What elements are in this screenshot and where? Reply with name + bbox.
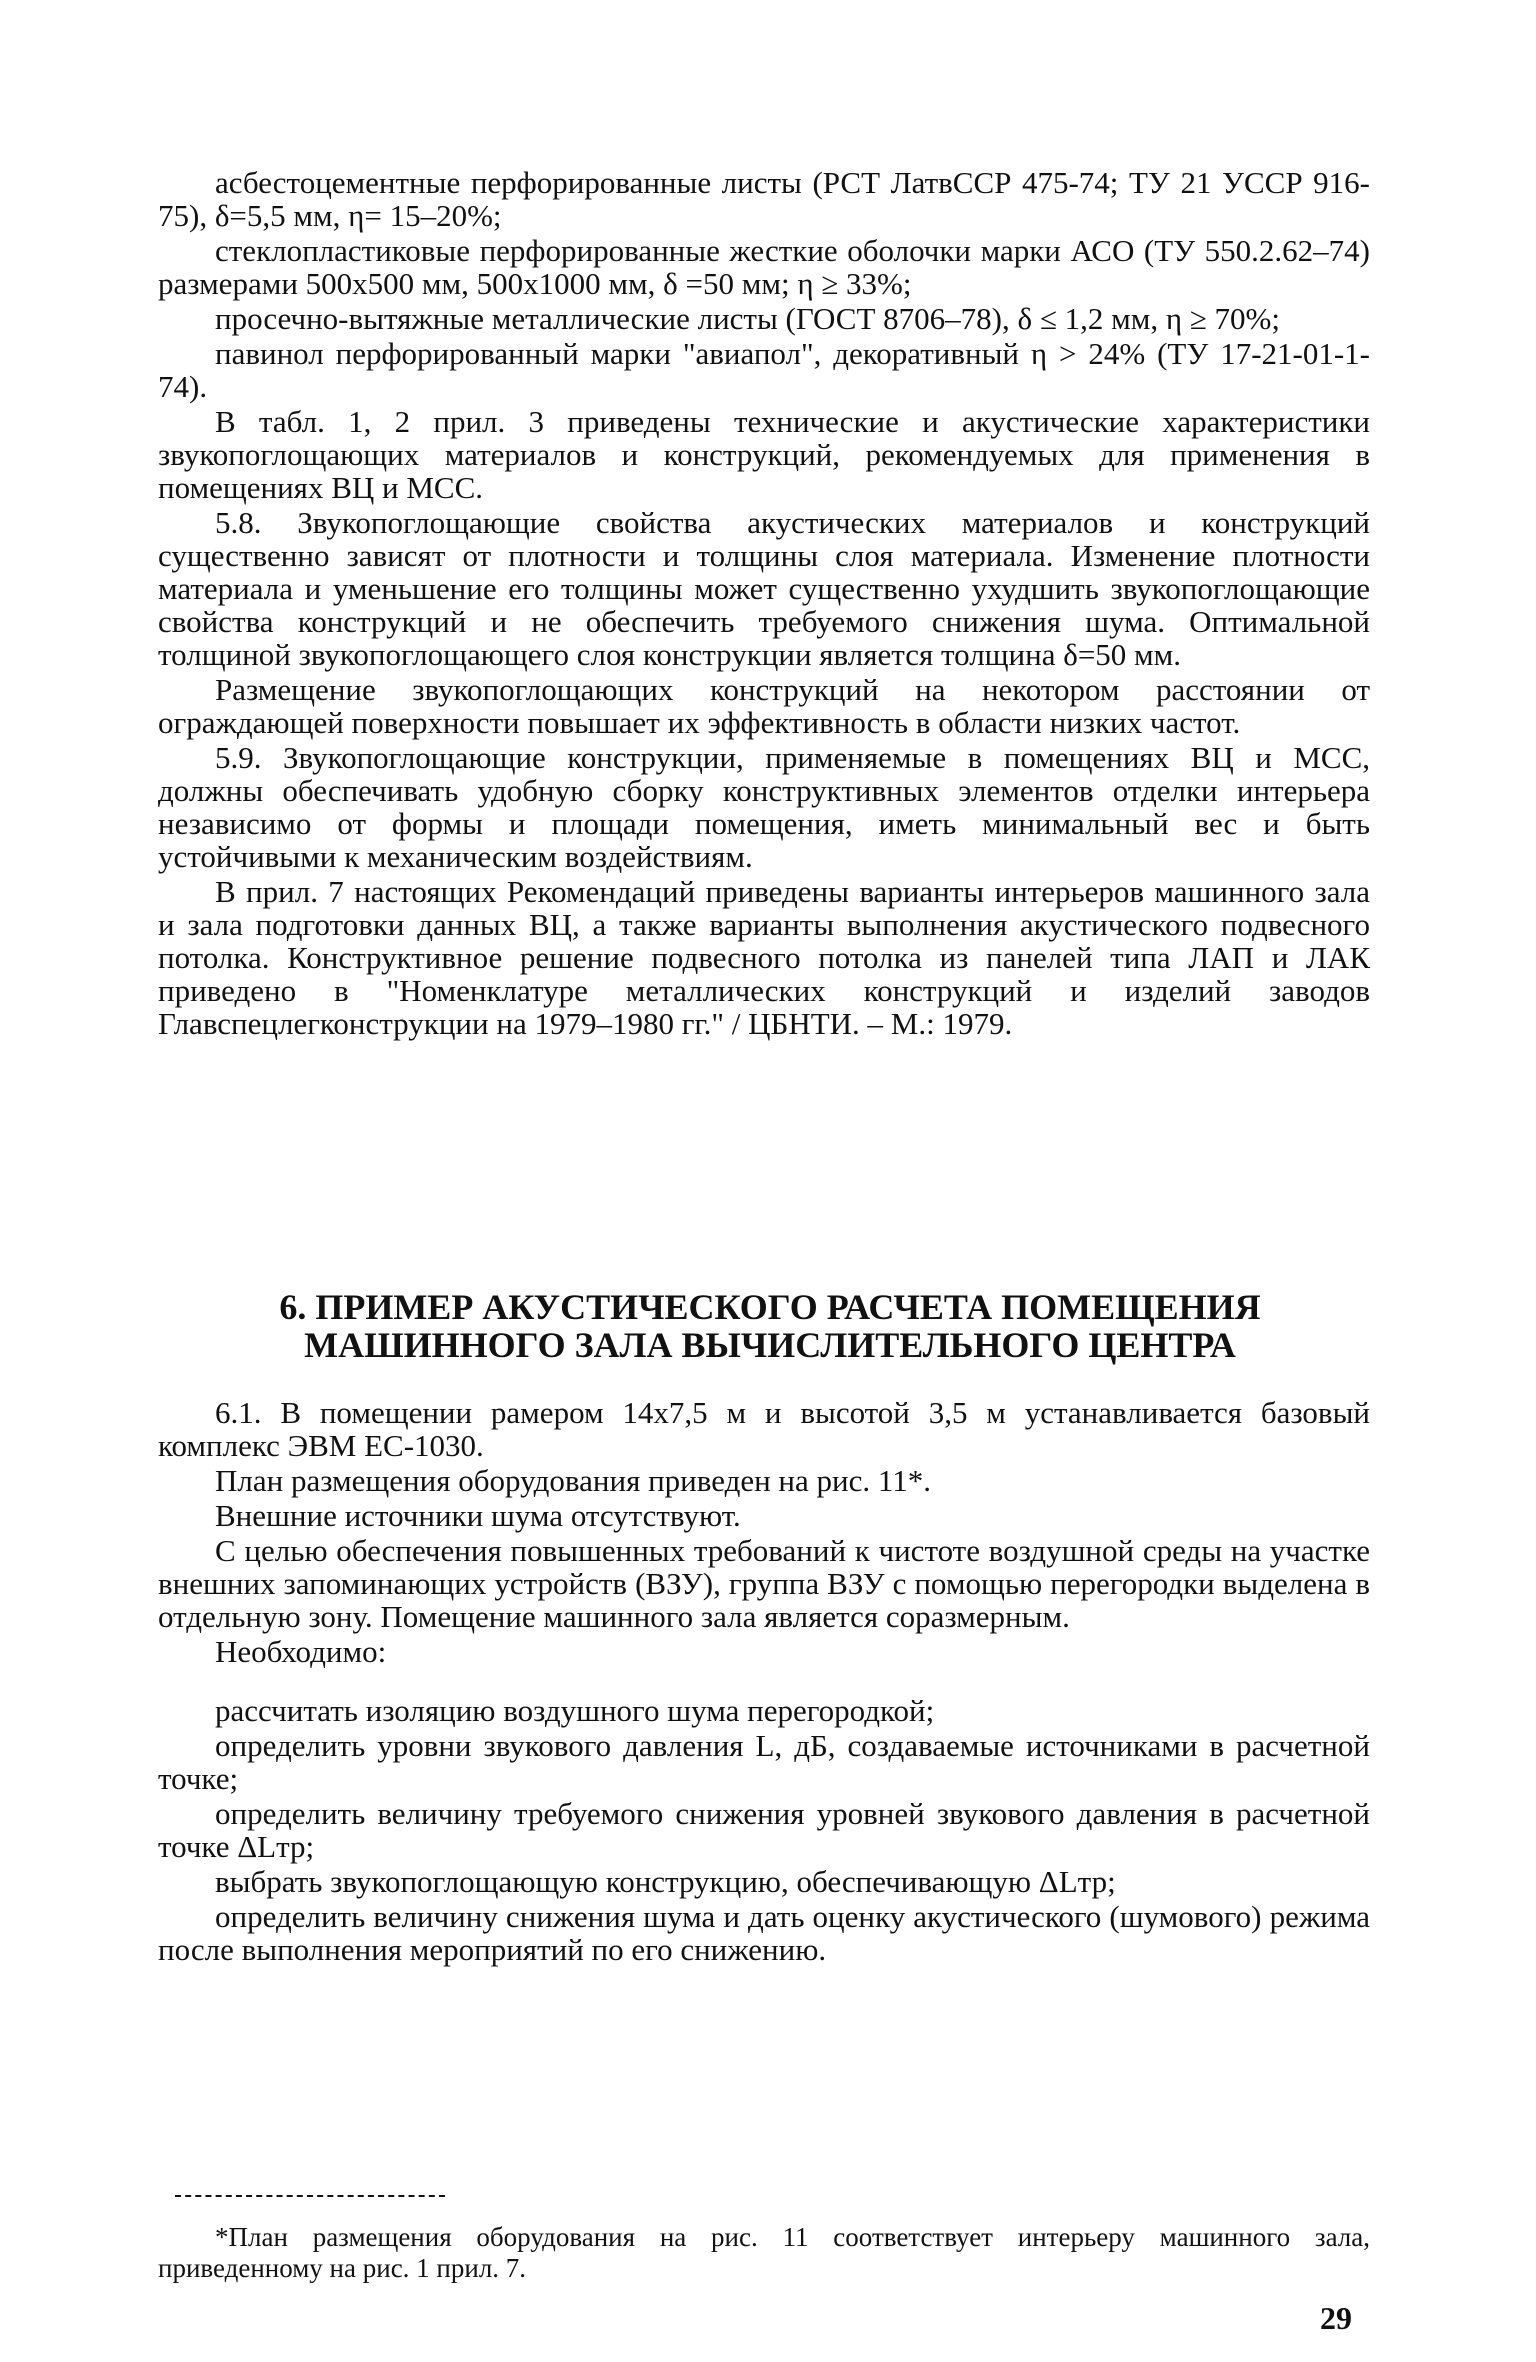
material-item-pavinol: павинол перфорированный марки "авиапол", декоративный η > 24% (ТУ 17-21-01-1-74). xyxy=(158,336,1370,404)
material-item-metal-sheets: просечно-вытяжные металлические листы (ГОСТ 8706–78), δ ≤ 1,2 мм, η ≥ 70%; xyxy=(215,301,1280,336)
task-item: определить величину требуемого снижения уровней звукового давления в расчетной точке ΔLтр; xyxy=(158,1796,1370,1864)
text-block-upper xyxy=(158,166,1370,1042)
paragraph-placement: Размещение звукопоглощающих конструкций на некотором расстоянии от ограждающей поверхности повышает их эффективность в области низких частот. xyxy=(158,672,1370,740)
material-item-fiberglass: стеклопластиковые перфорированные жесткие оболочки марки АСО (ТУ 550.2.62–74) размерами 500х500 мм, 500х1000 мм, δ =50 мм; η ≥ 33%; xyxy=(158,233,1370,301)
paragraph-appendix-7: В прил. 7 настоящих Рекомендаций приведены варианты интерьеров машинного зала и зала подготовки данных ВЦ, а также варианты выполнения акустического подвесного потолка. Конструктивное решение подвесного потолка из панелей типа ЛАП и ЛАК приведено в "Номенклатуре металлических конструкций и изделий заводов Главспецлегконструкции на 1979–1980 гг." / ЦБНТИ. – М.: 1979. xyxy=(158,874,1370,1041)
section-heading-line-2: МАШИННОГО ЗАЛА ВЫЧИСЛИТЕЛЬНОГО ЦЕНТРА xyxy=(304,1325,1236,1365)
task-item: рассчитать изоляцию воздушного шума перегородкой; xyxy=(215,1693,935,1728)
paragraph-tables: В табл. 1, 2 прил. 3 приведены технические и акустические характеристики звукопоглощающих материалов и конструкций, рекомендуемых для применения в помещениях ВЦ и МСС. xyxy=(158,404,1370,505)
paragraph-external: Внешние источники шума отсутствуют. xyxy=(215,1498,741,1533)
paragraph-6-1: 6.1. В помещении рамером 14х7,5 м и высотой 3,5 м устанавливается базовый комплекс ЭВМ ЕС-1030. xyxy=(158,1395,1370,1463)
paragraph-5-9: 5.9. Звукопоглощающие конструкции, применяемые в помещениях ВЦ и МСС, должны обеспечивать удобную сборку конструктивных элементов отделки интерьера независимо от формы и площади помещения, иметь минимальный вес и быть устойчивыми к механическим воздействиям. xyxy=(158,740,1370,874)
material-item-asbestos: асбестоцементные перфорированные листы (РСТ ЛатвССР 475-74; ТУ 21 УССР 916-75), δ=5,5 мм, η= 15–20%; xyxy=(158,165,1370,233)
section-heading-line-1: 6. ПРИМЕР АКУСТИЧЕСКОГО РАСЧЕТА ПОМЕЩЕНИЯ xyxy=(279,1287,1261,1327)
paragraph-necessary: Необходимо: xyxy=(215,1634,387,1669)
text-block-lower xyxy=(158,1396,1370,1968)
paragraph-5-8: 5.8. Звукопоглощающие свойства акустических материалов и конструкций существенно зависят от плотности и толщины слоя материала. Изменение плотности материала и уменьшение его толщины может существенно ухудшить звукопоглощающие свойства конструкций и не обеспечить требуемого снижения шума. Оптимальной толщиной звукопоглощающего слоя конструкции является толщина δ=50 мм. xyxy=(158,505,1370,672)
paragraph-plan: План размещения оборудования приведен на рис. 11*. xyxy=(215,1463,931,1498)
page-number: 29 xyxy=(1320,2300,1352,2336)
footnote: *План размещения оборудования на рис. 11 соответствует интерьеру машинного зала, приведенному на рис. 1 прил. 7. xyxy=(158,2222,1370,2283)
footnote-divider xyxy=(175,2195,445,2197)
paragraph-purpose: С целью обеспечения повышенных требований к чистоте воздушной среды на участке внешних запоминающих устройств (ВЗУ), группа ВЗУ с помощью перегородки выделена в отдельную зону. Помещение машинного зала является соразмерным. xyxy=(158,1533,1370,1634)
section-heading xyxy=(150,1288,1390,1364)
task-item: определить величину снижения шума и дать оценку акустического (шумового) режима после выполнения мероприятий по его снижению. xyxy=(158,1899,1370,1967)
spacer xyxy=(158,1670,1370,1694)
task-item: выбрать звукопоглощающую конструкцию, обеспечивающую ΔLтр; xyxy=(215,1864,1116,1899)
task-item: определить уровни звукового давления L, дБ, создаваемые источниками в расчетной точке; xyxy=(158,1728,1370,1796)
